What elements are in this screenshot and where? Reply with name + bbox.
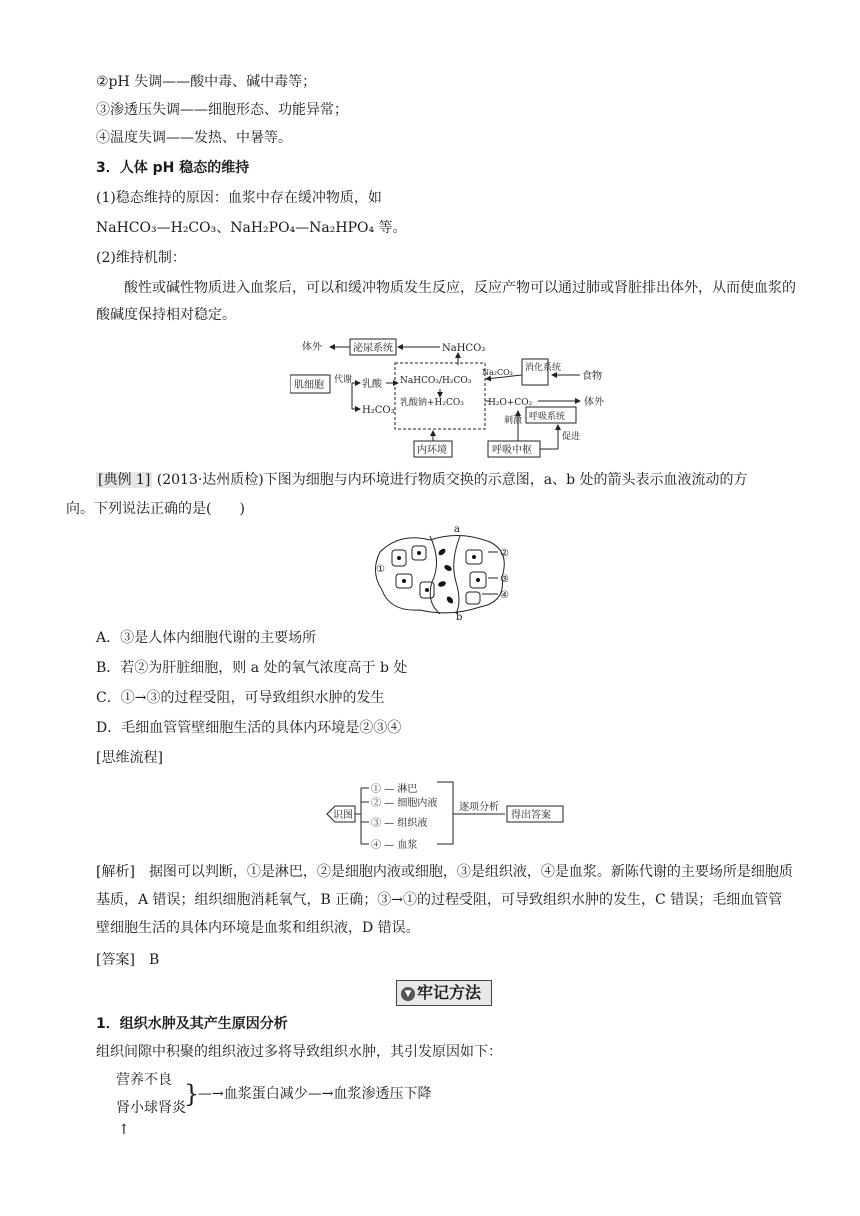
shitu-label: 识图 <box>333 810 353 821</box>
nahco3-label: NaHCO₃ <box>442 343 486 354</box>
flow-item-2: ② — 细胞内液 <box>371 798 438 809</box>
answer-box-label: 得出答案 <box>511 810 551 821</box>
label-3: ③ <box>500 574 509 585</box>
text-line: (1)稳态维持的原因：血浆中存在缓冲物质，如 <box>96 190 382 206</box>
neihuanjing-label: 内环境 <box>417 445 447 456</box>
buffer1-label: NaHCO₃/H₂CO₃ <box>400 376 472 386</box>
chevron-down-icon: ▼ <box>401 987 415 1001</box>
flow-title: [思维流程] <box>96 750 163 766</box>
option-d: D．毛细血管管壁细胞生活的具体内环境是②③④ <box>96 720 402 736</box>
h2o-co2-label: H₂O+CO₂ <box>488 398 533 408</box>
flow-item-4: ④ — 血浆 <box>371 840 418 851</box>
answer-value: B <box>148 952 160 968</box>
example-stem-line <box>96 470 748 490</box>
text-line: ②pH 失调——酸中毒、碱中毒等； <box>96 74 317 90</box>
option-b: B．若②为肝脏细胞，则 a 处的氧气浓度高于 b 处 <box>96 660 408 676</box>
method-intro: 组织间隙中积聚的组织液过多将导致组织水肿，其引发原因如下： <box>96 1044 502 1060</box>
tiwai-left-label: 体外 <box>302 342 322 353</box>
cause-2: 肾小球肾炎 <box>116 1100 186 1116</box>
brace: } <box>184 1080 200 1108</box>
text-line: ④温度失调——发热、中暑等。 <box>96 130 292 146</box>
answer-line <box>96 950 159 970</box>
flow-item-3: ③ — 组织液 <box>371 818 428 829</box>
huxizhongshu-label: 呼吸中枢 <box>492 445 532 456</box>
flow-item-1: ① — 淋巴 <box>371 784 418 795</box>
label-1: ① <box>376 564 385 575</box>
example-tag: [典例 1] <box>98 472 151 488</box>
na2co3-label: Na₂CO₃ <box>482 368 513 377</box>
text-line: NaHCO₃—H₂CO₃、NaH₂PO₄—Na₂HPO₄ 等。 <box>96 220 407 236</box>
method-badge-label: 牢记方法 <box>417 983 482 1002</box>
label-a: a <box>454 524 460 535</box>
analysis-paragraph <box>96 858 796 942</box>
answer-tag: [答案] <box>96 952 135 968</box>
h2co3-label: H₂CO₃ <box>362 405 395 416</box>
example-stem-line: 向。下列说法正确的是( ) <box>66 501 245 517</box>
text-line: ③渗透压失调——细胞形态、功能异常； <box>96 102 348 118</box>
ph-mechanism-diagram <box>290 335 620 465</box>
label-b: b <box>456 612 463 622</box>
paragraph: 酸性或碱性物质进入血浆后，可以和缓冲物质发生反应，反应产物可以通过肺或肾脏排出体外，从而使血浆的酸碱度保持相对稳定。 <box>96 280 796 323</box>
buffer2-label: 乳酸钠+H₂CO₃ <box>400 398 464 408</box>
option-c: C．①→③的过程受阻，可导致组织水肿的发生 <box>96 690 385 706</box>
zhuxiang-label: 逐项分析 <box>459 802 499 813</box>
cujin-label: 促进 <box>562 432 581 442</box>
label-4: ④ <box>500 590 509 601</box>
huxi-label: 呼吸系统 <box>529 412 566 422</box>
method-heading: 1．组织水肿及其产生原因分析 <box>96 1016 288 1032</box>
thinking-flow-diagram <box>325 778 575 858</box>
shiwu-label: 食物 <box>582 371 602 382</box>
example-stem: 下图为细胞与内环境进行物质交换的示意图，a、b 处的箭头表示血液流动的方 <box>263 472 748 488</box>
miniao-label: 泌尿系统 <box>353 343 393 354</box>
analysis-text: 据图可以判断，①是淋巴，②是细胞内液或细胞，③是组织液，④是血浆。新陈代谢的主要场所是细胞质基质，A 错误；组织细胞消耗氧气，B 正确；③→①的过程受阻，可导致组织水肿的发生，C 错误；毛细血管管壁细胞生活的具体内环境是血浆和组织液，D 错误。 <box>96 864 793 936</box>
section-heading: 3．人体 pH 稳态的维持 <box>96 160 250 176</box>
xiaohua-label: 消化系统 <box>525 363 562 373</box>
cell-exchange-diagram <box>370 522 520 622</box>
cause-1: 营养不良 <box>116 1072 172 1088</box>
analysis-tag: [解析] <box>96 864 135 880</box>
text-line: (2)维持机制： <box>96 250 186 266</box>
option-a: A．③是人体内细胞代谢的主要场所 <box>96 630 317 646</box>
jixibao-label: 肌细胞 <box>294 380 324 391</box>
label-2: ② <box>500 548 509 559</box>
cause-chain: —→血浆蛋白减少—→血浆渗透压下降 <box>198 1086 432 1102</box>
rusuan-label: 乳酸 <box>362 379 382 390</box>
ciji-label: 刺激 <box>504 416 523 426</box>
example-source: (2013·达州质检) <box>156 472 264 488</box>
up-arrow-icon: ↑ <box>118 1122 130 1138</box>
method-badge <box>396 980 492 1006</box>
tiwai-right-label: 体外 <box>584 397 604 408</box>
daixie-label: 代谢 <box>334 375 353 385</box>
